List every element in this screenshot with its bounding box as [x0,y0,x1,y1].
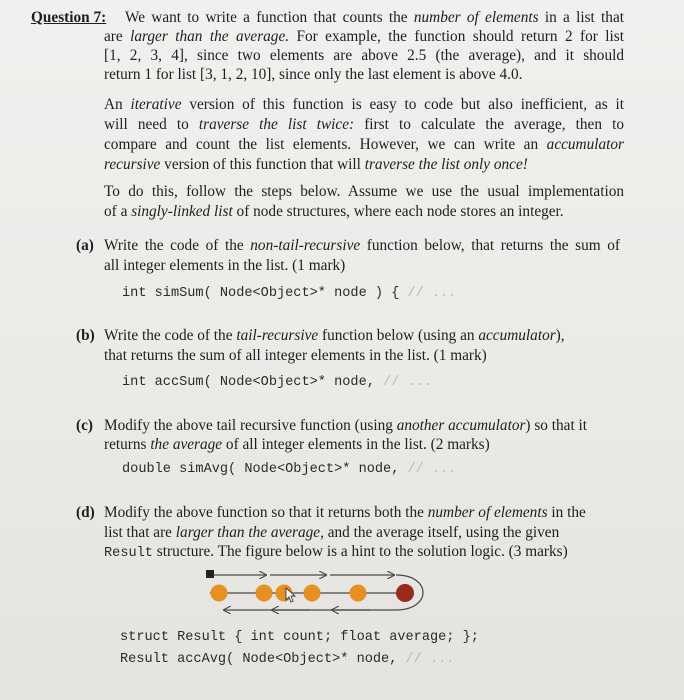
part-b-label: (b) [76,327,95,344]
part-a-line-1: Write the code of the non-tail-recursive function below, that returns the sum of [104,237,621,254]
para3-line-1: To do this, follow the steps below. Assume we use the usual implementation [104,183,624,200]
part-b-code [122,375,432,390]
list-head [206,570,214,578]
para2-line-4: recursive version of this function that will traverse the list only once! [104,156,528,173]
para2-line-1: An iterative version of this function is easy to code but also inefficient, as it [104,96,624,113]
part-a-comment: // ... [407,286,457,301]
part-c-comment: // ... [407,462,457,477]
list-node-1 [211,585,228,602]
part-d-line-3: Result structure. The figure below is a hint to the solution logic. (3 marks) [104,543,568,561]
part-c-signature: double simAvg( Node<Object>* node, [122,462,408,477]
part-c-code [122,462,456,477]
intro-line-2: are larger than the average. For example, the function should return 2 for list [104,28,625,45]
part-a-label: (a) [76,237,94,254]
part-b-line-2: that returns the sum of all integer elements in the list. (1 mark) [104,347,487,364]
part-d-code [120,652,454,667]
part-a-line-2: all integer elements in the list. (1 mark) [104,257,346,274]
hint-figure [200,566,440,622]
para2-line-2: will need to traverse the list twice: first to calculate the average, then to [104,116,624,133]
list-node-2 [256,585,273,602]
part-c-label: (c) [76,417,93,434]
intro-line-1: We want to write a function that counts the number of elements in a list that [125,9,624,26]
part-b-comment: // ... [383,375,432,390]
part-b-line-1: Write the code of the tail-recursive function below (using an accumulator), [104,327,565,344]
part-d-line-1: Modify the above function so that it returns both the number of elements in the [104,504,586,521]
list-node-4 [304,585,321,602]
part-c-line-2: returns the average of all integer elements in the list. (2 marks) [104,436,490,453]
part-d-signature: Result accAvg( Node<Object>* node, [120,652,406,667]
question-label: Question 7: [31,9,107,26]
part-b-signature: int accSum( Node<Object>* node, [122,375,384,390]
part-d-label: (d) [76,504,95,521]
part-a-signature: int simSum( Node<Object>* node ) { [122,286,408,301]
list-node-5 [350,585,367,602]
result-struct-code: struct Result { int count; float average; }; [120,630,479,645]
part-a-code [122,286,456,301]
intro-line-3: [1, 2, 3, 4], since two elements are above 2.5 (the average), and it should [104,47,624,64]
part-d-comment: // ... [405,652,455,667]
para2-line-3: compare and count the list elements. However, we can write an accumulator [104,136,624,153]
part-d-line-2: list that are larger than the average, and the average itself, using the given [104,524,560,541]
part-c-line-1: Modify the above tail recursive function (using another accumulator) so that it [104,417,588,434]
para3-line-2: of a singly-linked list of node structures, where each node stores an integer. [104,203,564,220]
intro-line-4: return 1 for list [3, 1, 2, 10], since only the last element is above 4.0. [104,66,523,83]
list-node-tail [396,584,414,602]
